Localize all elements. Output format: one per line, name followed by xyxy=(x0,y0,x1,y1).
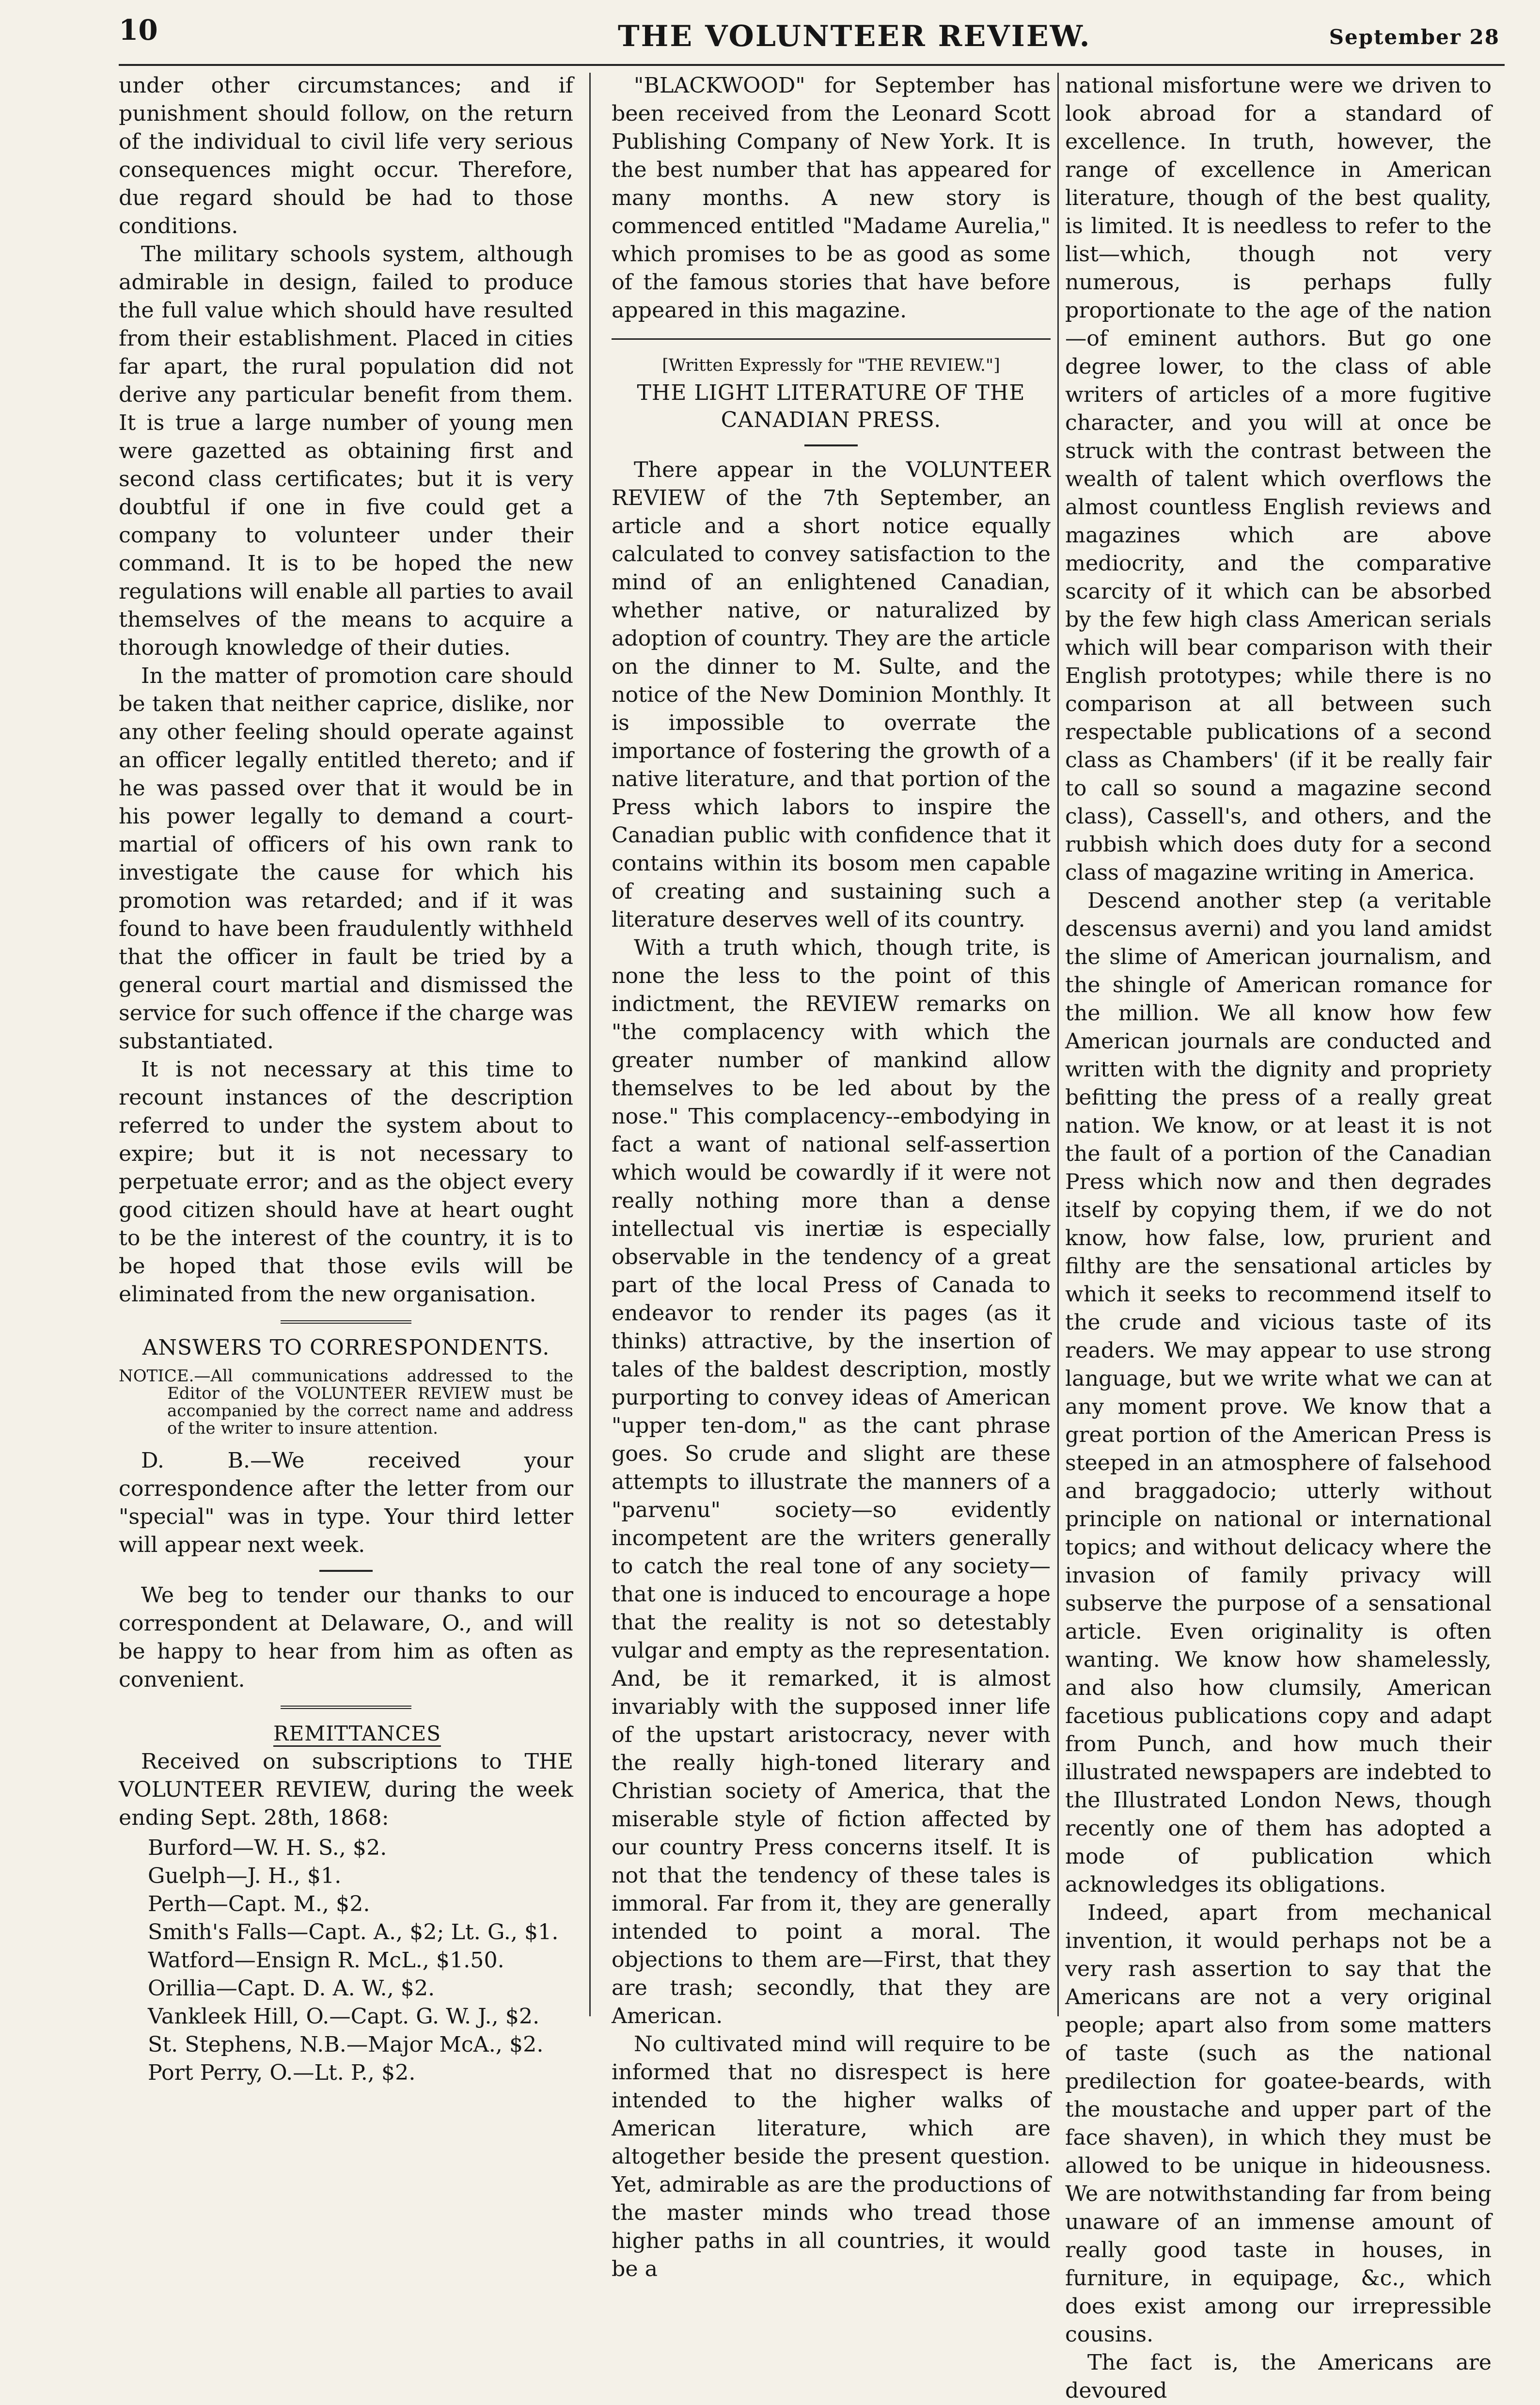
list-item: St. Stephens, N.B.—Major McA., $2. xyxy=(148,2032,544,2057)
column-divider xyxy=(1057,73,1059,2016)
paragraph: It is not necessary at this time to recount instances of the description referred to under the system about to expire; but it is not necessary to perpetuate error; and as the object every good citizen should have at heart ought to be the interest of the country, it is to be hoped that those evils will be eliminated from the new organisation. xyxy=(119,1057,573,1307)
divider xyxy=(319,1570,373,1572)
column-3 xyxy=(1065,72,1492,2405)
list-item: Smith's Falls—Capt. A., $2; Lt. G., $1. xyxy=(148,1920,559,1945)
list-item: Port Perry, O.—Lt. P., $2. xyxy=(148,2060,416,2085)
section-divider xyxy=(281,1320,411,1326)
notice-text: NOTICE.—All communications addressed to the Editor of the VOLUNTEER REVIEW must be accompanied by the correct name and address of the writer to insure attention. xyxy=(119,1366,573,1438)
paragraph: D. B.—We received your correspondence after the letter from our "special" was in type. Your third letter will appear next week. xyxy=(119,1448,573,1557)
header-rule xyxy=(119,64,1505,66)
column-1 xyxy=(119,72,573,2087)
paragraph: We beg to tender our thanks to our correspondent at Delaware, O., and will be happy to hear from him as often as convenient. xyxy=(119,1583,573,1692)
page-number: 10 xyxy=(119,14,158,47)
paragraph: In the matter of promotion care should be taken that neither caprice, dislike, nor any other feeling should operate against an officer legally entitled thereto; and if he was passed over that it would be in his power legally to demand a court-martial of officers of his own rank to investigate the cause for which his promotion was retarded; and if it was found to have been fraudulently withheld that the officer in fault be tried by a general court martial and dismissed the service for such offence if the charge was substantiated. xyxy=(119,664,573,1054)
byline: [Written Expressly for "THE REVIEW."] xyxy=(662,356,1000,375)
list-item: Vankleek Hill, O.—Capt. G. W. J., $2. xyxy=(148,2004,540,2029)
list-item: Orillia—Capt. D. A. W., $2. xyxy=(148,1976,435,2001)
list-item: Watford—Ensign R. McL., $1.50. xyxy=(148,1948,504,1973)
paragraph: national misfortune were we driven to look abroad for a standard of excellence. In truth, however, the range of excellence in American literature, though of the best quality, is limited. It is needless to refer to the list—which, though not very numerous, is perhaps fully proportionate to the age of the nation—of eminent authors. But go one degree lower, to the class of able writers of articles of a more fugitive character, and you will at once be struck with the contrast between the wealth of talent which overflows the almost countless English reviews and magazines which are above mediocrity, and the comparative scarcity of it which can be absorbed by the few high class American serials which will bear comparison with their English prototypes; while there is no comparison at all between such respectable publications of a second class as Chambers' (if it be really fair to call so sound a magazine second class), Cassell's, and others, and the rubbish which does duty for a second class of magazine writing in America. xyxy=(1065,73,1492,885)
paragraph: No cultivated mind will require to be informed that no disrespect is here intended to the higher walks of American literature, which are altogether beside the present question. Yet, admirable as are the productions of the master minds who tread those higher paths in all countries, it would be a xyxy=(612,2032,1051,2281)
list-item: Burford—W. H. S., $2. xyxy=(148,1835,387,1860)
paragraph: The military schools system, although admirable in design, failed to produce the full value which should have resulted from their establishment. Placed in cities far apart, the rural population did not derive any particular benefit from them. It is true a large number of young men were gazetted as obtaining first and second class certificates; but it is very doubtful if one in five could get a company to volunteer under their command. It is to be hoped the new regulations will enable all parties to avail themselves of the means to acquire a thorough knowledge of their duties. xyxy=(119,242,573,660)
remittances-heading xyxy=(119,1720,573,1748)
remittances-heading-text: REMITTANCES xyxy=(273,1722,441,1747)
column-2 xyxy=(612,72,1051,2283)
paragraph: Indeed, apart from mechanical invention, it would perhaps not be a very rash assertion to say that the Americans are not a very original people; apart also from some matters of taste (such as the national predilection for goatee-beards, with the moustache and upper part of the face shaven), in which they must be allowed to be unique in hideousness. We are notwithstanding far from being unaware of an immense amount of really good taste in houses, in furniture, in equipage, &c., which does exist among our irrepressible cousins. xyxy=(1065,1900,1492,2347)
divider xyxy=(804,444,858,446)
paragraph: The fact is, the Americans are devoured xyxy=(1065,2350,1492,2403)
paragraph: under other circumstances; and if punishment should follow, on the return of the individual to civil life very serious consequences might occur. Therefore, due regard should be had to those conditions. xyxy=(119,73,573,238)
section-divider xyxy=(281,1706,411,1711)
list-item: Guelph—J. H., $1. xyxy=(148,1864,342,1888)
paragraph: There appear in the VOLUNTEER REVIEW of the 7th September, an article and a short notice equally calculated to convey satisfaction to the mind of an enlightened Canadian, whether native, or naturalized by adoption of country. They are the article on the dinner to M. Sulte, and the notice of the New Dominion Monthly. It is impossible to overrate the importance of fostering the growth of a native literature, and that portion of the Press which labors to inspire the Canadian public with confidence that it contains within its bosom men capable of creating and sustaining such a literature deserves well of its country. xyxy=(612,458,1051,932)
divider xyxy=(612,338,1051,340)
page-header xyxy=(119,0,1500,63)
blackwood-notice: "BLACKWOOD" for September has been received from the Leonard Scott Publishing Company of New York. It is the best number that has appeared for many months. A new story is commenced entitled "Madame Aurelia," which promises to be as good as some of the famous stories that have before appeared in this magazine. xyxy=(612,73,1051,323)
column-divider xyxy=(589,73,591,2016)
list-item: Perth—Capt. M., $2. xyxy=(148,1892,370,1916)
header-date: September 28 xyxy=(1329,25,1500,49)
masthead-title: THE VOLUNTEER REVIEW. xyxy=(618,19,1091,53)
answers-heading: ANSWERS TO CORRESPONDENTS. xyxy=(142,1335,550,1360)
remittances-intro: Received on subscriptions to THE VOLUNTEER REVIEW, during the week ending Sept. 28th, 1868: xyxy=(119,1749,573,1830)
paragraph: Descend another step (a veritable descensus averni) and you land amidst the slime of American journalism, and the shingle of American romance for the million. We all know how few American journals are conducted and written with the dignity and propriety befitting the press of a really great nation. We know, or at least it is not the fault of a portion of the Canadian Press which now and then degrades itself by copying them, if we do not know, how false, low, prurient and filthy are the sensational articles by which it seeks to recommend itself to the crude and vicious taste of its readers. We may appear to use strong language, but we write what we can at any moment prove. We know that a great portion of the American Press is steeped in an atmosphere of falsehood and braggadocio; utterly without principle on national or international topics; and without delicacy where the invasion of family privacy will subserve the purpose of a sensational article. Even originality is often wanting. We know how shamelessly, and also how clumsily, American facetious publications copy and adapt from Punch, and how much their illustrated newspapers are indebted to the Illustrated London News, though recently one of them has adopted a mode of publication which acknowledges its obligations. xyxy=(1065,888,1492,1897)
remittances-list xyxy=(148,1834,573,2087)
article-title: THE LIGHT LITERATURE OF THE CANADIAN PRESS. xyxy=(637,380,1025,432)
paragraph: With a truth which, though trite, is none the less to the point of this indictment, the REVIEW remarks on "the complacency with which the greater number of mankind allow themselves to be led about by the nose." This complacency--embodying in fact a want of national self-assertion which would be cowardly if it were not really nothing more than a dense intellectual vis inertiæ is especially observable in the tendency of a great part of the local Press of Canada to endeavor to render its pages (as it thinks) attractive, by the insertion of tales of the baldest description, mostly purporting to convey ideas of American "upper ten-dom," as the cant phrase goes. So crude and slight are these attempts to illustrate the manners of a "parvenu" society—so evidently incompetent are the writers generally to catch the real tone of any society—that one is induced to encourage a hope that the reality is not so detestably vulgar and empty as the representation. And, be it remarked, it is almost invariably with the supposed inner life of the upstart aristocracy, never with the really high-toned literary and Christian society of America, that the miserable style of fiction affected by our country Press concerns itself. It is not that the tendency of these tales is immoral. Far from it, they are generally intended to point a moral. The objections to them are—First, that they are trash; secondly, that they are American. xyxy=(612,935,1051,2028)
